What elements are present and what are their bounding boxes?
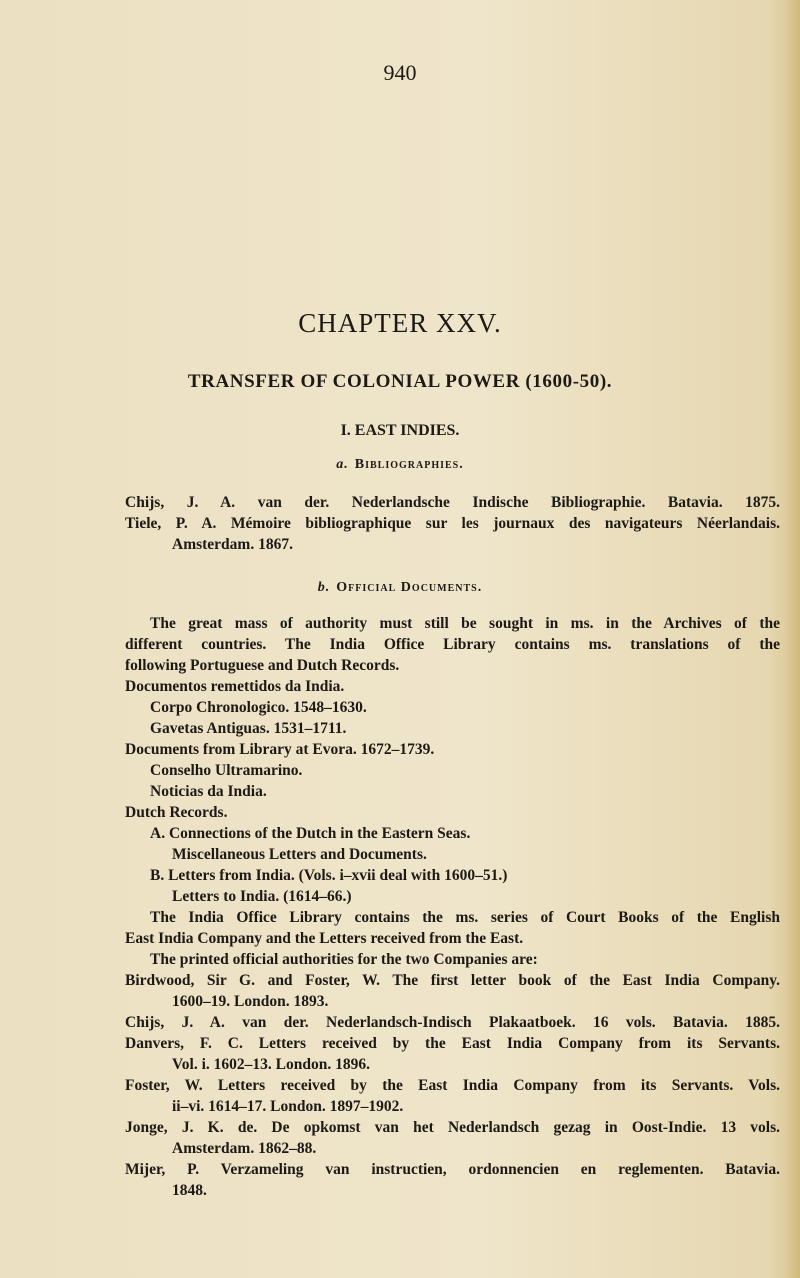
text-line: A. Connections of the Dutch in the Eastern Seas. (150, 825, 471, 842)
text-line: Letters to India. (1614–66.) (172, 888, 352, 905)
text-line: Noticias da India. (150, 783, 267, 800)
subheading-bibliographies (0, 457, 800, 473)
subheading-letter: a. (336, 457, 349, 472)
chapter-title: TRANSFER OF COLONIAL POWER (1600-50). (187, 371, 613, 392)
text-line: following Portuguese and Dutch Records. (125, 657, 400, 674)
text-line: The India Office Library contains the ms. series of Court Books of the English (150, 909, 780, 926)
text-line: Corpo Chronologico. 1548–1630. (150, 699, 367, 716)
text-line: Gavetas Antiguas. 1531–1711. (150, 720, 347, 737)
subheading-label: Official Documents. (336, 580, 483, 595)
text-line: Chijs, J. A. van der. Nederlandsch-Indisch Plakaatboek. 16 vols. Batavia. 1885. (125, 1014, 780, 1031)
section-heading: I. EAST INDIES. (340, 422, 460, 439)
text-line: East India Company and the Letters received from the East. (125, 930, 524, 947)
text-line: ii–vi. 1614–17. London. 1897–1902. (172, 1098, 404, 1115)
text-line: Vol. i. 1602–13. London. 1896. (172, 1056, 370, 1073)
chapter-heading: CHAPTER XXV. (298, 308, 502, 338)
text-line: Jonge, J. K. de. De opkomst van het Nederlandsch gezag in Oost-Indie. 13 vols. (125, 1119, 780, 1136)
text-line: B. Letters from India. (Vols. i–xvii deal with 1600–51.) (150, 867, 508, 884)
text-line: Chijs, J. A. van der. Nederlandsche Indische Bibliographie. Batavia. 1875. (125, 494, 780, 511)
subheading-label: Bibliographies. (354, 457, 464, 472)
text-line: Tiele, P. A. Mémoire bibliographique sur les journaux des navigateurs Néerlandais. (125, 515, 780, 532)
text-line: Birdwood, Sir G. and Foster, W. The first letter book of the East India Company. (125, 972, 780, 989)
text-line: Foster, W. Letters received by the East India Company from its Servants. Vols. (125, 1077, 780, 1094)
text-line: Documentos remettidos da India. (125, 678, 345, 695)
text-line: 1600–19. London. 1893. (172, 993, 329, 1010)
subheading-official-documents (0, 580, 800, 596)
text-line: Amsterdam. 1862–88. (172, 1140, 317, 1157)
text-line: Miscellaneous Letters and Documents. (172, 846, 427, 863)
text-line: different countries. The India Office Library contains ms. translations of the (125, 636, 780, 653)
text-line: Documents from Library at Evora. 1672–1739. (125, 741, 435, 758)
subheading-letter: b. (317, 580, 331, 595)
page-edge-shadow (786, 0, 800, 1278)
text-line: The great mass of authority must still be sought in ms. in the Archives of the (150, 615, 780, 632)
text-line: Amsterdam. 1867. (172, 536, 293, 553)
text-line: The printed official authorities for the two Companies are: (150, 951, 538, 968)
text-line: 1848. (172, 1182, 207, 1199)
page-number: 940 (383, 60, 417, 85)
text-line: Danvers, F. C. Letters received by the East India Company from its Servants. (125, 1035, 780, 1052)
text-line: Conselho Ultramarino. (150, 762, 303, 779)
text-line: Dutch Records. (125, 804, 228, 821)
text-line: Mijer, P. Verzameling van instructien, ordonnencien en reglementen. Batavia. (125, 1161, 780, 1178)
